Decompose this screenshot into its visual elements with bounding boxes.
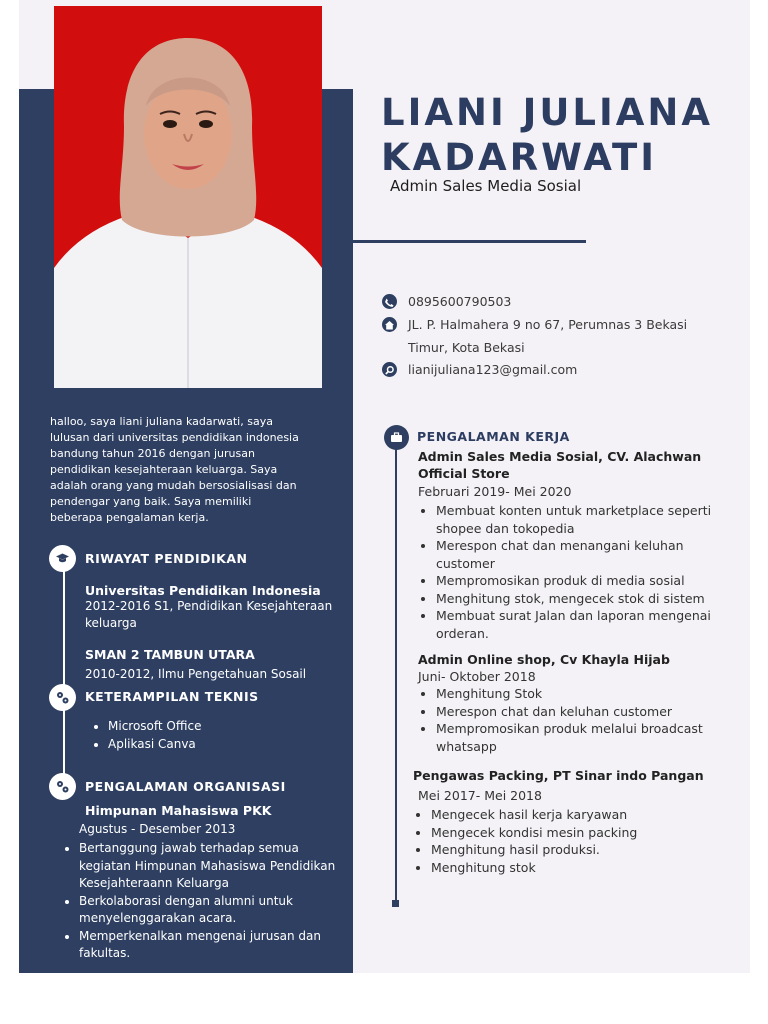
experience-timeline-line <box>395 448 397 904</box>
list-item: • Microsoft Office <box>108 718 348 736</box>
job-entry-2 <box>418 651 718 755</box>
phone-icon <box>382 294 397 309</box>
about-summary: halloo, saya liani juliana kadarwati, saya lulusan dari universitas pendidikan indonesia bandung tahun 2016 dengan jurusan pendidikan kesejahteraan keluarga. Saya adalah orang yang mudah bersosialisasi dan pendengar yang baik. Saya memiliki beberapa pengalaman kerja. <box>50 415 299 524</box>
education-detail-2: 2010-2012, Ilmu Pengetahuan Sosail <box>85 667 307 681</box>
list-item: • Bertanggung jawab terhadap semua kegiatan Himpunan Mahasiswa Pendidikan Kesejahteraann Keluarga <box>79 840 337 893</box>
sidebar-timeline-line <box>63 560 65 790</box>
organization-duties-list <box>61 840 337 963</box>
list-item: • Merespon chat dan keluhan customer <box>436 703 718 721</box>
job-title-2: Admin Online shop, Cv Khayla Hijab <box>418 652 670 667</box>
list-item: • Memperkenalkan mengenai jurusan dan fakultas. <box>79 928 337 963</box>
job-entry-3 <box>413 767 723 876</box>
education-school-1: Universitas Pendidikan Indonesia <box>85 583 321 598</box>
list-item: • Menghitung Stok <box>436 685 718 703</box>
list-item: • Membuat surat Jalan dan laporan mengenai orderan. <box>436 607 718 642</box>
job-period-2: Juni- Oktober 2018 <box>418 669 536 684</box>
skills-heading: KETERAMPILAN TEKNIS <box>85 689 259 704</box>
job-title-1: Admin Sales Media Sosial, CV. Alachwan Official Store <box>418 449 702 481</box>
organization-heading: PENGALAMAN ORGANISASI <box>85 779 286 794</box>
education-school-2: SMAN 2 TAMBUN UTARA <box>85 647 255 662</box>
candidate-name: LIANI JULIANA KADARWATI <box>381 91 713 179</box>
job-title: Admin Sales Media Sosial <box>390 177 582 195</box>
list-item: • Mempromosikan produk melalui broadcast whatsapp <box>436 720 718 755</box>
job-duties-1 <box>418 502 718 642</box>
list-item: • Menghitung hasil produksi. <box>431 841 723 859</box>
job-title-3: Pengawas Packing, PT Sinar indo Pangan <box>413 768 704 783</box>
job-entry-1 <box>418 448 718 642</box>
list-item: • Mengecek hasil kerja karyawan <box>431 806 723 824</box>
contact-address: JL. P. Halmahera 9 no 67, Perumnas 3 Bekasi Timur, Kota Bekasi <box>382 313 722 359</box>
education-heading: RIWAYAT PENDIDIKAN <box>85 551 248 566</box>
list-item: • Merespon chat dan menangani keluhan customer <box>436 537 718 572</box>
gears-icon <box>49 684 76 711</box>
contact-email: lianijuliana123@gmail.com <box>382 358 722 381</box>
job-period-1: Februari 2019- Mei 2020 <box>418 484 572 499</box>
title-divider <box>353 240 586 243</box>
list-item: • Berkolaborasi dengan alumni untuk menyelenggarakan acara. <box>79 893 337 928</box>
experience-heading: PENGALAMAN KERJA <box>417 429 570 444</box>
list-item: • Mempromosikan produk di media sosial <box>436 572 718 590</box>
job-duties-3 <box>413 806 723 876</box>
list-item: • Menghitung stok, mengecek stok di sistem <box>436 590 718 608</box>
briefcase-icon <box>384 425 409 450</box>
search-icon <box>382 362 397 377</box>
experience-timeline-end <box>392 900 399 907</box>
organization-period: Agustus - Desember 2013 <box>79 822 236 836</box>
list-item: • Menghitung stok <box>431 859 723 877</box>
contact-phone: 0895600790503 <box>382 290 722 313</box>
list-item: • Aplikasi Canva <box>108 736 348 754</box>
list-item: • Mengecek kondisi mesin packing <box>431 824 723 842</box>
home-icon <box>382 317 397 332</box>
education-detail-1: 2012-2016 S1, Pendidikan Kesejahteraan keluarga <box>85 599 333 630</box>
organization-name: Himpunan Mahasiswa PKK <box>85 803 272 818</box>
profile-photo <box>54 6 322 388</box>
skills-list <box>90 718 348 753</box>
job-period-3: Mei 2017- Mei 2018 <box>418 788 542 803</box>
list-item: • Membuat konten untuk marketplace seperti shopee dan tokopedia <box>436 502 718 537</box>
gears-icon <box>49 773 76 800</box>
job-duties-2 <box>418 685 718 755</box>
graduation-cap-icon <box>49 545 76 572</box>
